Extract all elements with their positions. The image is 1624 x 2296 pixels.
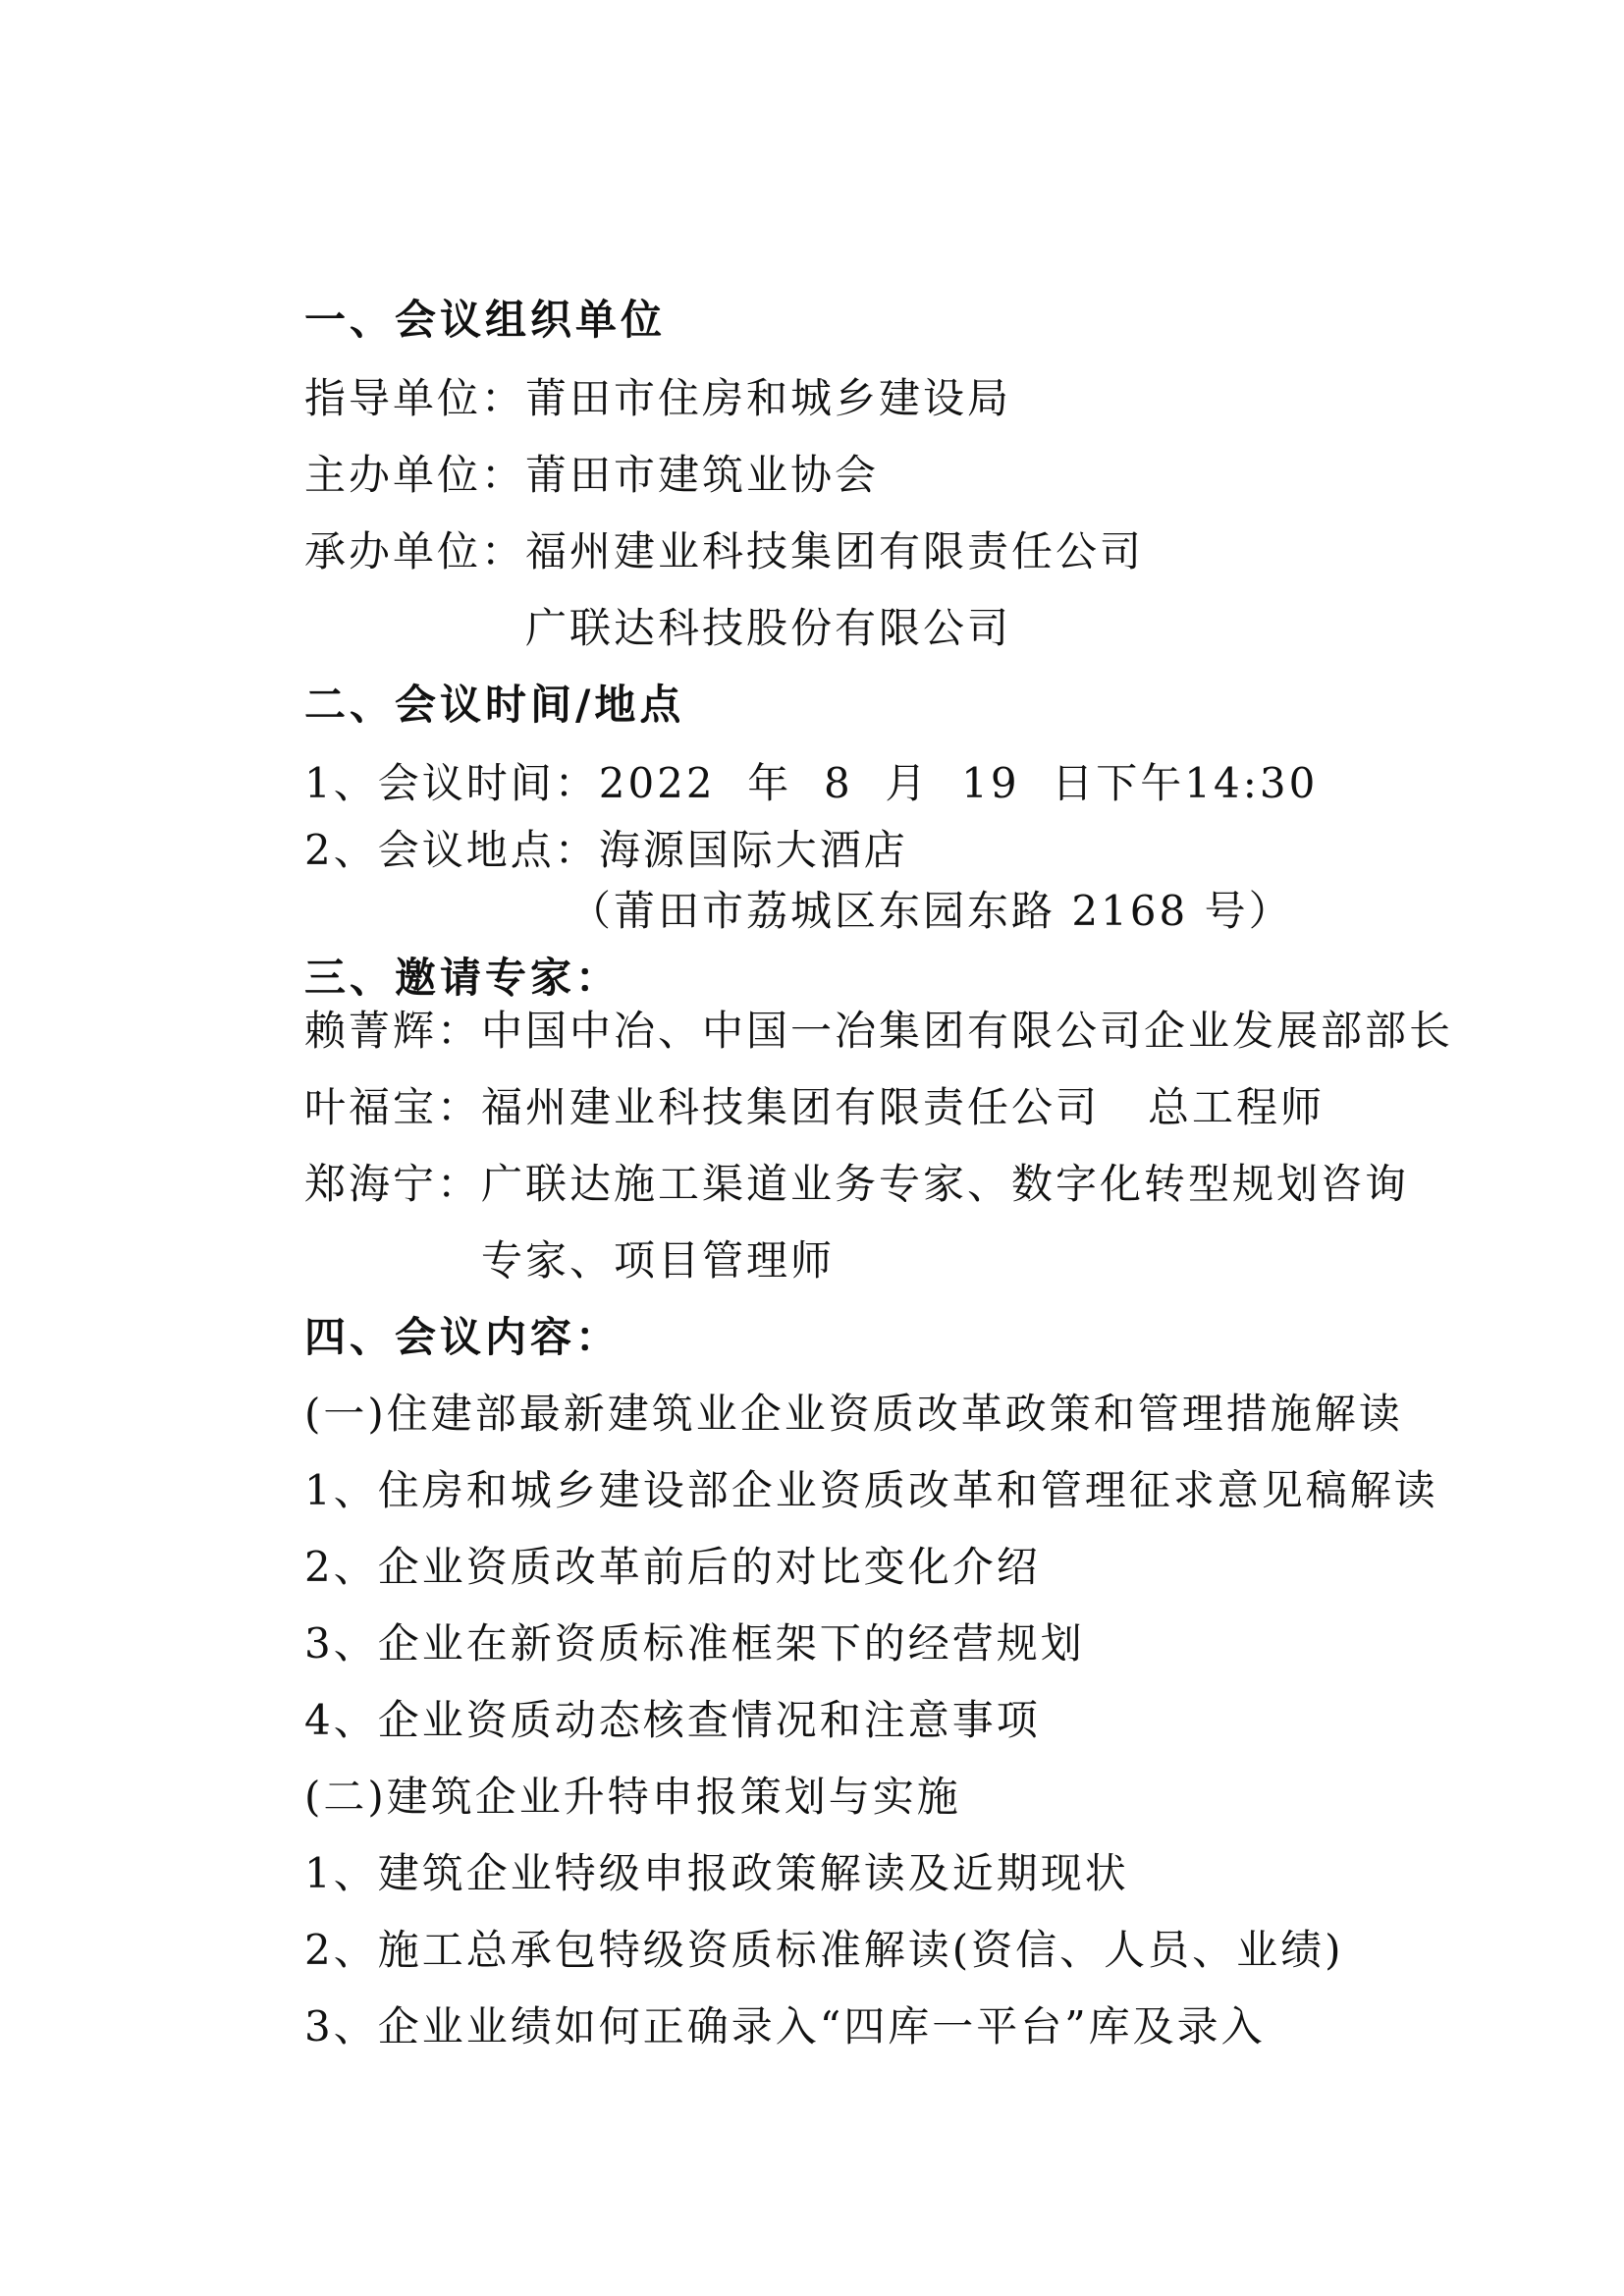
undertaker-unit-2: 广联达科技股份有限公司: [525, 604, 1012, 652]
expert-1: 赖菁辉：中国中冶、中国一冶集团有限公司企业发展部部长: [304, 1007, 1454, 1055]
content-part-2-item: 3、企业业绩如何正确录入“四库一平台”库及录入: [304, 2002, 1266, 2050]
content-part-2-item: 2、施工总承包特级资质标准解读(资信、人员、业绩): [304, 1926, 1344, 1974]
content-part-1-item: 4、企业资质动态核查情况和注意事项: [304, 1696, 1041, 1744]
section-heading-time-place: 二、会议时间/地点: [304, 681, 685, 729]
content-part-1-title: (一)住建部最新建筑业企业资质改革政策和管理措施解读: [304, 1390, 1403, 1438]
content-part-1-item: 3、企业在新资质标准框架下的经营规划: [304, 1619, 1085, 1667]
meeting-place: 2、会议地点：海源国际大酒店: [304, 826, 908, 874]
section-heading-organizers: 一、会议组织单位: [304, 296, 667, 344]
section-heading-content: 四、会议内容：: [304, 1313, 622, 1361]
meeting-address: （莆田市荔城区东园东路 2168 号）: [569, 887, 1293, 935]
content-part-1-item: 2、企业资质改革前后的对比变化介绍: [304, 1543, 1041, 1591]
content-part-2-item: 1、建筑企业特级申报政策解读及近期现状: [304, 1849, 1129, 1897]
expert-3-line-1: 郑海宁：广联达施工渠道业务专家、数字化转型规划咨询: [304, 1160, 1410, 1208]
section-heading-experts: 三、邀请专家：: [304, 954, 622, 1002]
content-part-1-item: 1、住房和城乡建设部企业资质改革和管理征求意见稿解读: [304, 1466, 1438, 1514]
undertaker-unit-1: 承办单位：福州建业科技集团有限责任公司: [304, 527, 1145, 575]
guide-unit: 指导单位：莆田市住房和城乡建设局: [304, 374, 1012, 422]
expert-2: 叶福宝：福州建业科技集团有限责任公司 总工程师: [304, 1083, 1326, 1131]
meeting-time: 1、会议时间：2022 年 8 月 19 日下午14:30: [304, 759, 1319, 807]
content-part-2-title: (二)建筑企业升特申报策划与实施: [304, 1773, 961, 1821]
host-unit: 主办单位：莆田市建筑业协会: [304, 451, 880, 499]
expert-3-line-2: 专家、项目管理师: [481, 1236, 836, 1285]
